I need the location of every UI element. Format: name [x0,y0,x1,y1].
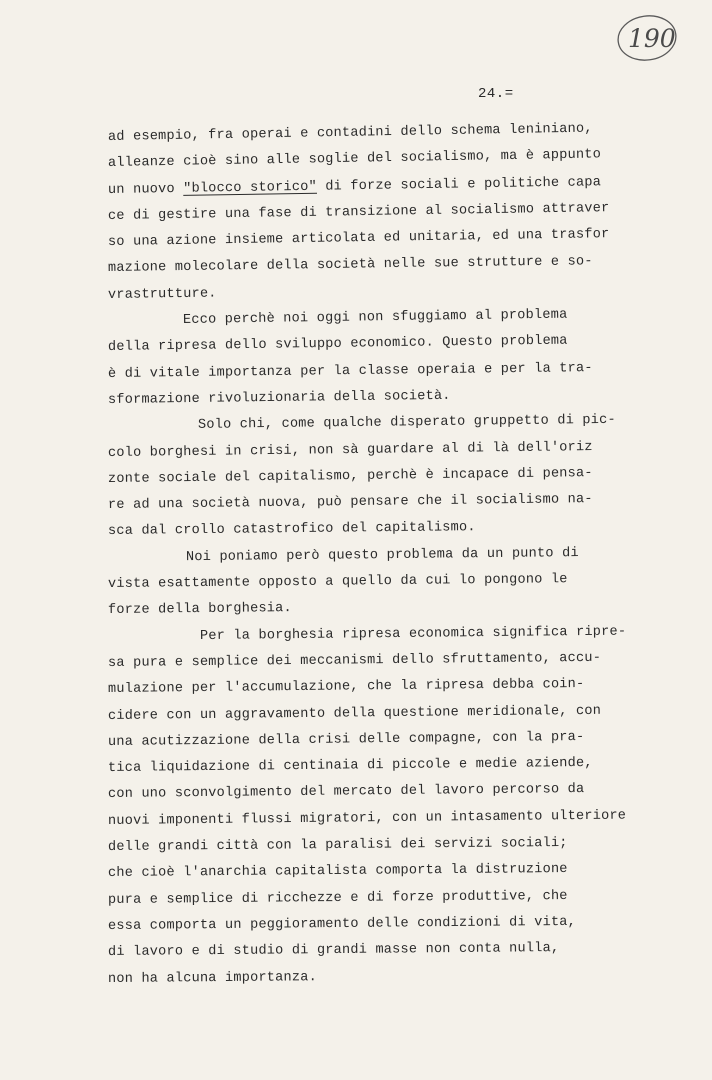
text-line: pura e semplice di ricchezze e di forze produttive, che [107,888,568,908]
text-line: Noi poniamo però questo problema da un punto di [185,545,579,565]
text-line: colo borghesi in crisi, non sà guardare al di là dell'oriz [107,439,593,461]
text-line: zonte sociale del capitalismo, perchè è incapace di pensa- [107,465,593,487]
underlined-phrase: "blocco storico" [183,179,318,197]
text-line: di lavoro e di studio di grandi masse non conta nulla, [107,941,560,961]
text-line: della ripresa dello sviluppo economico. Questo problema [107,333,568,356]
text-line: cidere con un aggravamento della questione meridionale, con [107,703,602,724]
text-line: mulazione per l'accumulazione, che la ripresa debba coin- [107,677,585,698]
text-line: un nuovo "blocco storico" di forze sociali e politiche capa [107,174,602,198]
folio-stamp [614,12,678,64]
page-number: 24.= [478,86,514,102]
text-line: tica liquidazione di centinaia di piccole e medie aziende, [107,756,593,777]
text-line: una acutizzazione della crisi delle compagne, con la pra- [107,729,585,750]
text-line: ce di gestire una fase di transizione al socialismo attraver [107,201,610,224]
text-line: ad esempio, fra operai e contadini dello schema leniniano, [107,121,593,145]
folio-circle-icon [614,12,678,64]
typed-text-body [107,121,627,993]
text-line: so una azione insieme articolata ed unitaria, ed una trasfor [107,227,610,251]
text-line: sformazione rivoluzionaria della società. [107,388,451,408]
text-line: sca dal crollo catastrofico del capitalismo. [107,520,476,540]
text-line: essa comporta un peggioramento delle condizioni di vita, [107,914,577,934]
text-line: non ha alcuna importanza. [107,969,318,987]
text-line: nuovi imponenti flussi migratori, con un intasamento ulteriore [107,808,627,829]
text-line: è di vitale importanza per la classe operaia e per la tra- [107,360,593,382]
text-line: che cioè l'anarchia capitalista comporta la distruzione [107,862,568,882]
text-line: alleanze cioè sino alle soglie del socialismo, ma è appunto [107,147,602,172]
text-line: Per la borghesia ripresa economica significa ripre- [199,624,627,644]
text-line: forze della borghesia. [107,601,292,619]
folio-number: 190 [628,24,676,53]
text-line: vrastrutture. [107,286,217,303]
text-line: Ecco perchè noi oggi non sfuggiamo al problema [182,307,568,329]
text-line: con uno sconvolgimento del mercato del lavoro percorso da [107,782,585,803]
text-line: sa pura e semplice dei meccanismi dello sfruttamento, accu- [107,650,602,671]
text-line: Solo chi, come qualche disperato gruppetto di pic- [197,413,616,434]
text-line: mazione molecolare della società nelle sue strutture e so- [107,254,593,277]
text-line: re ad una società nuova, può pensare che il socialismo na- [107,492,593,514]
text-line: delle grandi città con la paralisi dei servizi sociali; [107,836,568,856]
text-line: vista esattamente opposto a quello da cui lo pongono le [107,572,568,593]
